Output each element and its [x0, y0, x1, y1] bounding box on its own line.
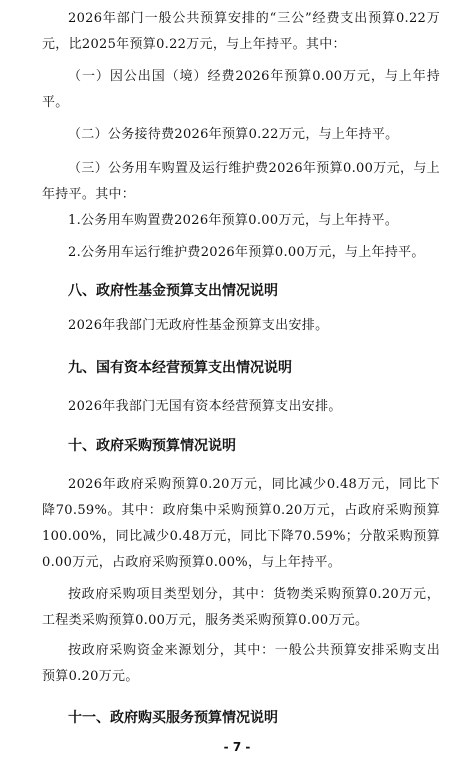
- section-8-heading: 八、政府性基金预算支出情况说明: [68, 283, 278, 299]
- section-10-paragraph-2: 按政府采购项目类型划分，其中：货物类采购预算0.20万元，工程类采购预算0.00万元，服务类采购预算0.00万元。: [42, 587, 440, 628]
- sangong-item-3-2-paragraph: 2.公务用车运行维护费2026年预算0.00万元，与上年持平。: [68, 245, 425, 260]
- sangong-item-2-paragraph: （二）公务接待费2026年预算0.22万元，与上年持平。: [68, 127, 399, 142]
- section-9-paragraph: 2026年我部门无国有资本经营预算支出安排。: [68, 399, 342, 414]
- section-11-heading: 十一、政府购买服务预算情况说明: [68, 710, 278, 726]
- section-8-paragraph: 2026年我部门无政府性基金预算支出安排。: [68, 318, 329, 333]
- section-10-heading: 十、政府采购预算情况说明: [68, 438, 236, 454]
- section-10-paragraph-1: 2026年政府采购预算0.20万元，同比减少0.48万元，同比下降70.59%。其中：政府集中采购预算0.20万元，占政府采购预算100.00%，同比减少0.48万元，同比下降70.59%；分散采购预算0.00万元，占政府采购预算0.00%，与上年持平。: [42, 477, 440, 570]
- section-9-heading: 九、国有资本经营预算支出情况说明: [68, 360, 292, 376]
- section-10-paragraph-3: 按政府采购资金来源划分，其中：一般公共预算安排采购支出预算0.20万元。: [42, 643, 440, 684]
- sangong-intro-paragraph: 2026年部门一般公共预算安排的“三公”经费支出预算0.22万元，比2025年预算0.22万元，与上年持平。其中：: [42, 11, 440, 52]
- sangong-item-3-paragraph: （三）公务用车购置及运行维护费2026年预算0.00万元，与上年持平。其中：: [42, 161, 440, 202]
- page-number: - 7 -: [223, 740, 251, 754]
- sangong-item-3-1-paragraph: 1.公务用车购置费2026年预算0.00万元，与上年持平。: [68, 213, 399, 228]
- sangong-item-1-paragraph: （一）因公出国（境）经费2026年预算0.00万元，与上年持平。: [42, 69, 440, 110]
